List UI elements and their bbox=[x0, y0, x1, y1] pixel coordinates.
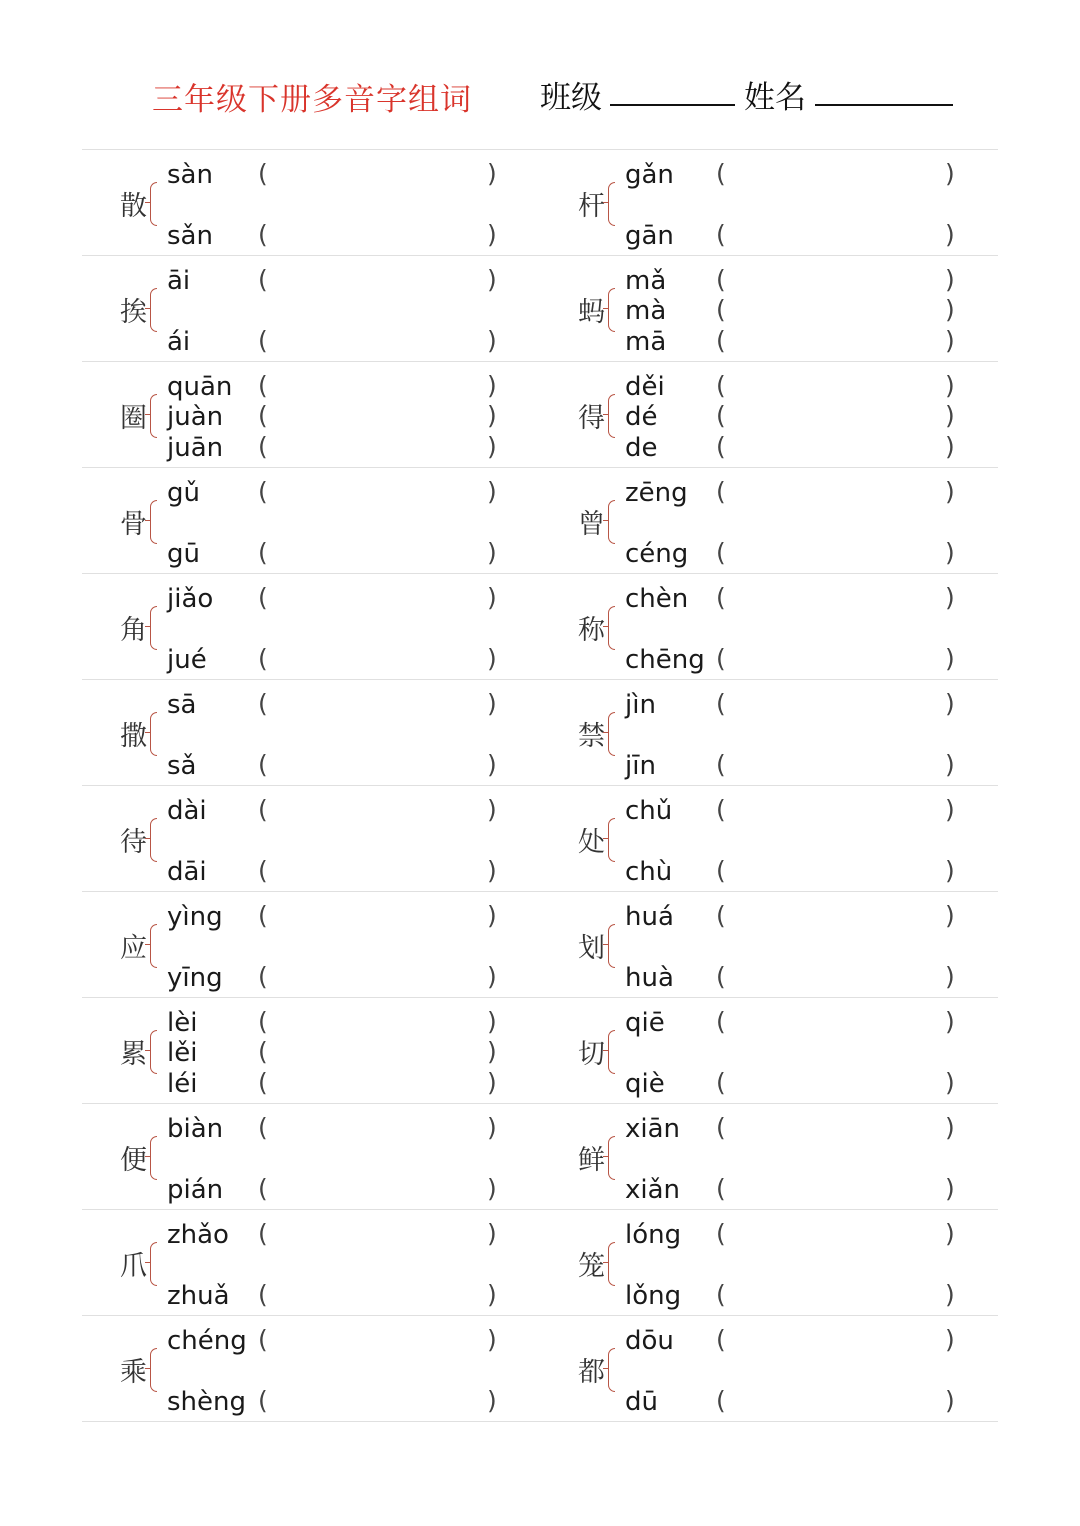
worksheet-row bbox=[82, 1209, 998, 1315]
curly-brace bbox=[608, 818, 615, 862]
pinyin-reading: juān bbox=[167, 433, 224, 463]
answer-paren-open: ( bbox=[716, 1007, 726, 1036]
answer-paren-open: ( bbox=[716, 265, 726, 294]
answer-paren-open: ( bbox=[258, 1068, 268, 1097]
answer-blank[interactable] bbox=[732, 221, 942, 249]
answer-paren-open: ( bbox=[716, 689, 726, 718]
curly-brace bbox=[150, 606, 157, 650]
answer-blank[interactable] bbox=[274, 402, 484, 430]
pinyin-reading: āi bbox=[167, 266, 191, 296]
pinyin-reading: shèng bbox=[167, 1387, 247, 1417]
worksheet-row bbox=[82, 891, 998, 997]
answer-blank[interactable] bbox=[274, 1281, 484, 1309]
curly-brace bbox=[608, 606, 615, 650]
pinyin-reading: sàn bbox=[167, 160, 213, 190]
answer-paren-close: ) bbox=[945, 371, 955, 400]
pinyin-reading: huá bbox=[625, 902, 674, 932]
pinyin-reading: céng bbox=[625, 539, 689, 569]
polyphone-character: 便 bbox=[120, 1145, 147, 1176]
polyphone-entry bbox=[82, 468, 540, 573]
pinyin-reading: yìng bbox=[167, 902, 223, 932]
answer-paren-open: ( bbox=[258, 265, 268, 294]
pinyin-reading: biàn bbox=[167, 1114, 224, 1144]
answer-blank[interactable] bbox=[274, 1387, 484, 1415]
answer-paren-close: ) bbox=[945, 1386, 955, 1415]
pinyin-reading: lèi bbox=[167, 1008, 198, 1038]
pinyin-reading: chèn bbox=[625, 584, 689, 614]
answer-paren-close: ) bbox=[487, 371, 497, 400]
answer-paren-close: ) bbox=[945, 750, 955, 779]
polyphone-character: 应 bbox=[120, 933, 147, 964]
answer-paren-close: ) bbox=[487, 1325, 497, 1354]
answer-blank[interactable] bbox=[732, 478, 942, 506]
answer-paren-close: ) bbox=[945, 795, 955, 824]
pinyin-reading: jīn bbox=[625, 751, 656, 781]
answer-paren-close: ) bbox=[945, 1068, 955, 1097]
answer-paren-open: ( bbox=[716, 856, 726, 885]
answer-paren-close: ) bbox=[487, 750, 497, 779]
answer-paren-close: ) bbox=[945, 962, 955, 991]
answer-paren-open: ( bbox=[716, 538, 726, 567]
answer-paren-open: ( bbox=[258, 1386, 268, 1415]
curly-brace bbox=[608, 1136, 615, 1180]
pinyin-reading: dài bbox=[167, 796, 207, 826]
answer-blank[interactable] bbox=[732, 1069, 942, 1097]
polyphone-character: 角 bbox=[120, 615, 147, 646]
answer-blank[interactable] bbox=[274, 584, 484, 612]
answer-paren-open: ( bbox=[258, 901, 268, 930]
pinyin-reading: gǔ bbox=[167, 478, 200, 508]
polyphone-entry bbox=[540, 786, 998, 891]
answer-paren-close: ) bbox=[945, 1325, 955, 1354]
answer-blank[interactable] bbox=[732, 266, 942, 294]
worksheet-row bbox=[82, 1103, 998, 1209]
pinyin-reading: de bbox=[625, 433, 658, 463]
answer-paren-close: ) bbox=[945, 159, 955, 188]
polyphone-entry bbox=[540, 1210, 998, 1315]
answer-paren-open: ( bbox=[258, 1325, 268, 1354]
answer-paren-open: ( bbox=[258, 1219, 268, 1248]
polyphone-entry bbox=[540, 998, 998, 1103]
answer-paren-open: ( bbox=[258, 401, 268, 430]
answer-paren-open: ( bbox=[716, 750, 726, 779]
answer-paren-close: ) bbox=[487, 1174, 497, 1203]
pinyin-reading: lǒng bbox=[625, 1281, 682, 1311]
polyphone-entry bbox=[82, 1210, 540, 1315]
answer-paren-open: ( bbox=[716, 477, 726, 506]
answer-blank[interactable] bbox=[274, 1175, 484, 1203]
answer-paren-close: ) bbox=[945, 583, 955, 612]
answer-blank[interactable] bbox=[732, 1008, 942, 1036]
pinyin-reading: zhǎo bbox=[167, 1220, 229, 1250]
answer-blank[interactable] bbox=[274, 857, 484, 885]
pinyin-reading: huà bbox=[625, 963, 674, 993]
pinyin-reading: xiǎn bbox=[625, 1175, 681, 1205]
polyphone-character: 划 bbox=[578, 933, 605, 964]
answer-paren-open: ( bbox=[258, 1113, 268, 1142]
pinyin-reading: chēng bbox=[625, 645, 705, 675]
answer-paren-open: ( bbox=[258, 1007, 268, 1036]
answer-blank[interactable] bbox=[732, 433, 942, 461]
polyphone-entry bbox=[82, 1104, 540, 1209]
answer-blank[interactable] bbox=[732, 539, 942, 567]
answer-paren-open: ( bbox=[716, 1068, 726, 1097]
answer-paren-close: ) bbox=[487, 1219, 497, 1248]
pinyin-reading: dōu bbox=[625, 1326, 674, 1356]
answer-paren-open: ( bbox=[716, 220, 726, 249]
pinyin-reading: gān bbox=[625, 221, 674, 251]
answer-paren-close: ) bbox=[945, 1280, 955, 1309]
polyphone-character: 鲜 bbox=[578, 1145, 605, 1176]
pinyin-reading: sǎ bbox=[167, 751, 197, 781]
pinyin-reading: gū bbox=[167, 539, 200, 569]
polyphone-entry bbox=[82, 150, 540, 255]
answer-paren-open: ( bbox=[716, 326, 726, 355]
answer-paren-close: ) bbox=[487, 538, 497, 567]
polyphone-character: 散 bbox=[120, 191, 147, 222]
curly-brace bbox=[150, 1030, 157, 1074]
answer-paren-close: ) bbox=[945, 901, 955, 930]
answer-blank[interactable] bbox=[274, 1326, 484, 1354]
pinyin-reading: dé bbox=[625, 402, 658, 432]
answer-paren-close: ) bbox=[945, 1007, 955, 1036]
pinyin-reading: gǎn bbox=[625, 160, 674, 190]
worksheet-row bbox=[82, 1315, 998, 1422]
polyphone-entry bbox=[82, 786, 540, 891]
answer-blank[interactable] bbox=[274, 1008, 484, 1036]
class-label: 班级 bbox=[540, 80, 602, 116]
polyphone-entry bbox=[540, 150, 998, 255]
pinyin-reading: zēng bbox=[625, 478, 688, 508]
polyphone-entry bbox=[82, 574, 540, 679]
worksheet-row bbox=[82, 785, 998, 891]
answer-blank[interactable] bbox=[732, 296, 942, 324]
answer-paren-open: ( bbox=[258, 1037, 268, 1066]
pinyin-reading: ái bbox=[167, 327, 191, 357]
polyphone-character: 称 bbox=[578, 615, 605, 646]
answer-blank[interactable] bbox=[732, 690, 942, 718]
answer-paren-close: ) bbox=[487, 1037, 497, 1066]
curly-brace bbox=[150, 1242, 157, 1286]
polyphone-character: 处 bbox=[578, 827, 605, 858]
pinyin-reading: juàn bbox=[167, 402, 224, 432]
answer-paren-close: ) bbox=[945, 538, 955, 567]
pinyin-reading: chù bbox=[625, 857, 673, 887]
answer-blank[interactable] bbox=[274, 539, 484, 567]
answer-paren-close: ) bbox=[945, 1219, 955, 1248]
answer-paren-close: ) bbox=[487, 265, 497, 294]
curly-brace bbox=[608, 1348, 615, 1392]
polyphone-character: 待 bbox=[120, 827, 147, 858]
worksheet-row bbox=[82, 149, 998, 255]
answer-paren-open: ( bbox=[258, 371, 268, 400]
curly-brace bbox=[150, 924, 157, 968]
answer-paren-close: ) bbox=[487, 689, 497, 718]
answer-blank[interactable] bbox=[274, 1114, 484, 1142]
polyphone-entry bbox=[82, 892, 540, 997]
pinyin-reading: pián bbox=[167, 1175, 224, 1205]
answer-paren-close: ) bbox=[487, 1386, 497, 1415]
polyphone-grid bbox=[82, 149, 998, 1422]
polyphone-character: 笼 bbox=[578, 1251, 605, 1282]
answer-blank[interactable] bbox=[732, 1387, 942, 1415]
answer-paren-open: ( bbox=[258, 583, 268, 612]
answer-paren-close: ) bbox=[945, 856, 955, 885]
answer-paren-open: ( bbox=[716, 295, 726, 324]
curly-brace bbox=[608, 1242, 615, 1286]
answer-paren-close: ) bbox=[487, 401, 497, 430]
answer-paren-close: ) bbox=[945, 326, 955, 355]
worksheet-row bbox=[82, 679, 998, 785]
answer-paren-open: ( bbox=[716, 583, 726, 612]
answer-blank[interactable] bbox=[274, 751, 484, 779]
answer-paren-close: ) bbox=[487, 856, 497, 885]
pinyin-reading: sǎn bbox=[167, 221, 213, 251]
answer-blank[interactable] bbox=[274, 963, 484, 991]
answer-paren-open: ( bbox=[258, 856, 268, 885]
answer-blank[interactable] bbox=[732, 372, 942, 400]
answer-paren-close: ) bbox=[945, 295, 955, 324]
pinyin-reading: chéng bbox=[167, 1326, 247, 1356]
pinyin-reading: lóng bbox=[625, 1220, 682, 1250]
answer-blank[interactable] bbox=[732, 1114, 942, 1142]
pinyin-reading: quān bbox=[167, 372, 233, 402]
answer-paren-close: ) bbox=[945, 644, 955, 673]
worksheet-row bbox=[82, 255, 998, 361]
answer-paren-close: ) bbox=[945, 689, 955, 718]
answer-paren-open: ( bbox=[258, 326, 268, 355]
answer-blank[interactable] bbox=[732, 751, 942, 779]
answer-paren-close: ) bbox=[487, 901, 497, 930]
polyphone-entry bbox=[82, 1316, 540, 1421]
curly-brace bbox=[608, 1030, 615, 1074]
curly-brace bbox=[608, 712, 615, 756]
polyphone-entry bbox=[82, 680, 540, 785]
worksheet-row bbox=[82, 573, 998, 679]
polyphone-entry bbox=[540, 362, 998, 467]
answer-paren-close: ) bbox=[487, 477, 497, 506]
answer-blank[interactable] bbox=[274, 902, 484, 930]
answer-blank[interactable] bbox=[732, 1175, 942, 1203]
answer-blank[interactable] bbox=[274, 1038, 484, 1066]
curly-brace bbox=[150, 1136, 157, 1180]
answer-paren-close: ) bbox=[487, 159, 497, 188]
pinyin-reading: jìn bbox=[625, 690, 656, 720]
answer-blank[interactable] bbox=[274, 160, 484, 188]
answer-paren-open: ( bbox=[258, 159, 268, 188]
curly-brace bbox=[608, 288, 615, 332]
answer-paren-close: ) bbox=[487, 432, 497, 461]
answer-paren-close: ) bbox=[945, 265, 955, 294]
worksheet-row bbox=[82, 361, 998, 467]
polyphone-entry bbox=[540, 574, 998, 679]
answer-paren-open: ( bbox=[258, 477, 268, 506]
polyphone-character: 撒 bbox=[120, 721, 147, 752]
polyphone-character: 曾 bbox=[578, 509, 605, 540]
polyphone-character: 蚂 bbox=[578, 297, 605, 328]
answer-blank[interactable] bbox=[274, 1220, 484, 1248]
polyphone-entry bbox=[540, 1316, 998, 1421]
polyphone-character: 切 bbox=[578, 1039, 605, 1070]
polyphone-character: 挨 bbox=[120, 297, 147, 328]
answer-blank[interactable] bbox=[274, 327, 484, 355]
polyphone-character: 爪 bbox=[120, 1251, 147, 1282]
pinyin-reading: zhuǎ bbox=[167, 1281, 230, 1311]
polyphone-character: 禁 bbox=[578, 721, 605, 752]
answer-paren-close: ) bbox=[487, 326, 497, 355]
answer-blank[interactable] bbox=[732, 902, 942, 930]
pinyin-reading: qiē bbox=[625, 1008, 665, 1038]
pinyin-reading: děi bbox=[625, 372, 665, 402]
polyphone-entry bbox=[540, 680, 998, 785]
curly-brace bbox=[150, 712, 157, 756]
polyphone-entry bbox=[540, 468, 998, 573]
pinyin-reading: dāi bbox=[167, 857, 207, 887]
answer-paren-open: ( bbox=[716, 644, 726, 673]
answer-paren-close: ) bbox=[945, 220, 955, 249]
polyphone-entry bbox=[540, 256, 998, 361]
answer-paren-open: ( bbox=[258, 795, 268, 824]
answer-paren-close: ) bbox=[487, 795, 497, 824]
curly-brace bbox=[608, 182, 615, 226]
answer-paren-open: ( bbox=[716, 1386, 726, 1415]
polyphone-entry bbox=[82, 998, 540, 1103]
answer-paren-open: ( bbox=[258, 644, 268, 673]
answer-paren-close: ) bbox=[945, 401, 955, 430]
pinyin-reading: chǔ bbox=[625, 796, 673, 826]
answer-paren-close: ) bbox=[945, 1113, 955, 1142]
polyphone-character: 杆 bbox=[578, 191, 605, 222]
answer-blank[interactable] bbox=[732, 402, 942, 430]
answer-blank[interactable] bbox=[274, 478, 484, 506]
answer-paren-close: ) bbox=[487, 962, 497, 991]
polyphone-character: 乘 bbox=[120, 1357, 147, 1388]
polyphone-character: 得 bbox=[578, 403, 605, 434]
answer-paren-open: ( bbox=[258, 538, 268, 567]
answer-paren-close: ) bbox=[487, 644, 497, 673]
curly-brace bbox=[150, 182, 157, 226]
name-label: 姓名 bbox=[744, 80, 806, 116]
answer-blank[interactable] bbox=[274, 690, 484, 718]
polyphone-entry bbox=[540, 1104, 998, 1209]
answer-paren-close: ) bbox=[487, 1068, 497, 1097]
polyphone-character: 骨 bbox=[120, 509, 147, 540]
curly-brace bbox=[150, 818, 157, 862]
answer-paren-open: ( bbox=[716, 1280, 726, 1309]
polyphone-character: 圈 bbox=[120, 403, 147, 434]
answer-paren-open: ( bbox=[258, 432, 268, 461]
answer-paren-close: ) bbox=[945, 477, 955, 506]
worksheet-row bbox=[82, 467, 998, 573]
answer-paren-open: ( bbox=[258, 1174, 268, 1203]
curly-brace bbox=[608, 394, 615, 438]
answer-paren-open: ( bbox=[258, 962, 268, 991]
answer-blank[interactable] bbox=[274, 645, 484, 673]
pinyin-reading: jué bbox=[167, 645, 207, 675]
pinyin-reading: jiǎo bbox=[167, 584, 214, 614]
answer-blank[interactable] bbox=[732, 1220, 942, 1248]
answer-blank[interactable] bbox=[274, 796, 484, 824]
class-input-line[interactable] bbox=[610, 104, 735, 106]
answer-paren-open: ( bbox=[258, 689, 268, 718]
answer-blank[interactable] bbox=[274, 372, 484, 400]
answer-blank[interactable] bbox=[732, 963, 942, 991]
name-input-line[interactable] bbox=[815, 104, 953, 106]
pinyin-reading: mà bbox=[625, 296, 667, 326]
answer-blank[interactable] bbox=[732, 1281, 942, 1309]
answer-paren-close: ) bbox=[487, 583, 497, 612]
curly-brace bbox=[150, 394, 157, 438]
answer-blank[interactable] bbox=[732, 1326, 942, 1354]
answer-blank[interactable] bbox=[732, 584, 942, 612]
curly-brace bbox=[150, 1348, 157, 1392]
pinyin-reading: sā bbox=[167, 690, 197, 720]
answer-paren-open: ( bbox=[716, 401, 726, 430]
answer-paren-open: ( bbox=[716, 1219, 726, 1248]
answer-paren-close: ) bbox=[945, 1174, 955, 1203]
answer-paren-open: ( bbox=[716, 1325, 726, 1354]
pinyin-reading: mā bbox=[625, 327, 667, 357]
pinyin-reading: léi bbox=[167, 1069, 198, 1099]
pinyin-reading: xiān bbox=[625, 1114, 681, 1144]
answer-paren-close: ) bbox=[487, 1113, 497, 1142]
answer-paren-close: ) bbox=[487, 1007, 497, 1036]
answer-blank[interactable] bbox=[274, 221, 484, 249]
answer-paren-open: ( bbox=[716, 962, 726, 991]
curly-brace bbox=[150, 500, 157, 544]
answer-paren-open: ( bbox=[716, 159, 726, 188]
pinyin-reading: lěi bbox=[167, 1038, 198, 1068]
curly-brace bbox=[608, 924, 615, 968]
answer-paren-open: ( bbox=[716, 795, 726, 824]
pinyin-reading: dū bbox=[625, 1387, 658, 1417]
polyphone-entry bbox=[82, 256, 540, 361]
answer-paren-open: ( bbox=[716, 1113, 726, 1142]
answer-blank[interactable] bbox=[274, 266, 484, 294]
answer-blank[interactable] bbox=[732, 857, 942, 885]
pinyin-reading: yīng bbox=[167, 963, 223, 993]
answer-blank[interactable] bbox=[274, 1069, 484, 1097]
answer-blank[interactable] bbox=[274, 433, 484, 461]
answer-paren-close: ) bbox=[945, 432, 955, 461]
answer-paren-close: ) bbox=[487, 1280, 497, 1309]
curly-brace bbox=[150, 288, 157, 332]
curly-brace bbox=[608, 500, 615, 544]
polyphone-entry bbox=[540, 892, 998, 997]
answer-blank[interactable] bbox=[732, 645, 942, 673]
worksheet-title: 三年级下册多音字组词 bbox=[152, 82, 472, 118]
answer-blank[interactable] bbox=[732, 327, 942, 355]
polyphone-entry bbox=[82, 362, 540, 467]
answer-paren-open: ( bbox=[716, 901, 726, 930]
pinyin-reading: mǎ bbox=[625, 266, 667, 296]
pinyin-reading: qiè bbox=[625, 1069, 665, 1099]
answer-paren-open: ( bbox=[258, 220, 268, 249]
answer-paren-open: ( bbox=[716, 1174, 726, 1203]
answer-paren-open: ( bbox=[716, 432, 726, 461]
polyphone-character: 累 bbox=[120, 1039, 147, 1070]
answer-paren-close: ) bbox=[487, 220, 497, 249]
worksheet-row bbox=[82, 997, 998, 1103]
answer-paren-open: ( bbox=[258, 1280, 268, 1309]
answer-paren-open: ( bbox=[258, 750, 268, 779]
answer-paren-open: ( bbox=[716, 371, 726, 400]
polyphone-character: 都 bbox=[578, 1357, 605, 1388]
answer-blank[interactable] bbox=[732, 160, 942, 188]
answer-blank[interactable] bbox=[732, 796, 942, 824]
